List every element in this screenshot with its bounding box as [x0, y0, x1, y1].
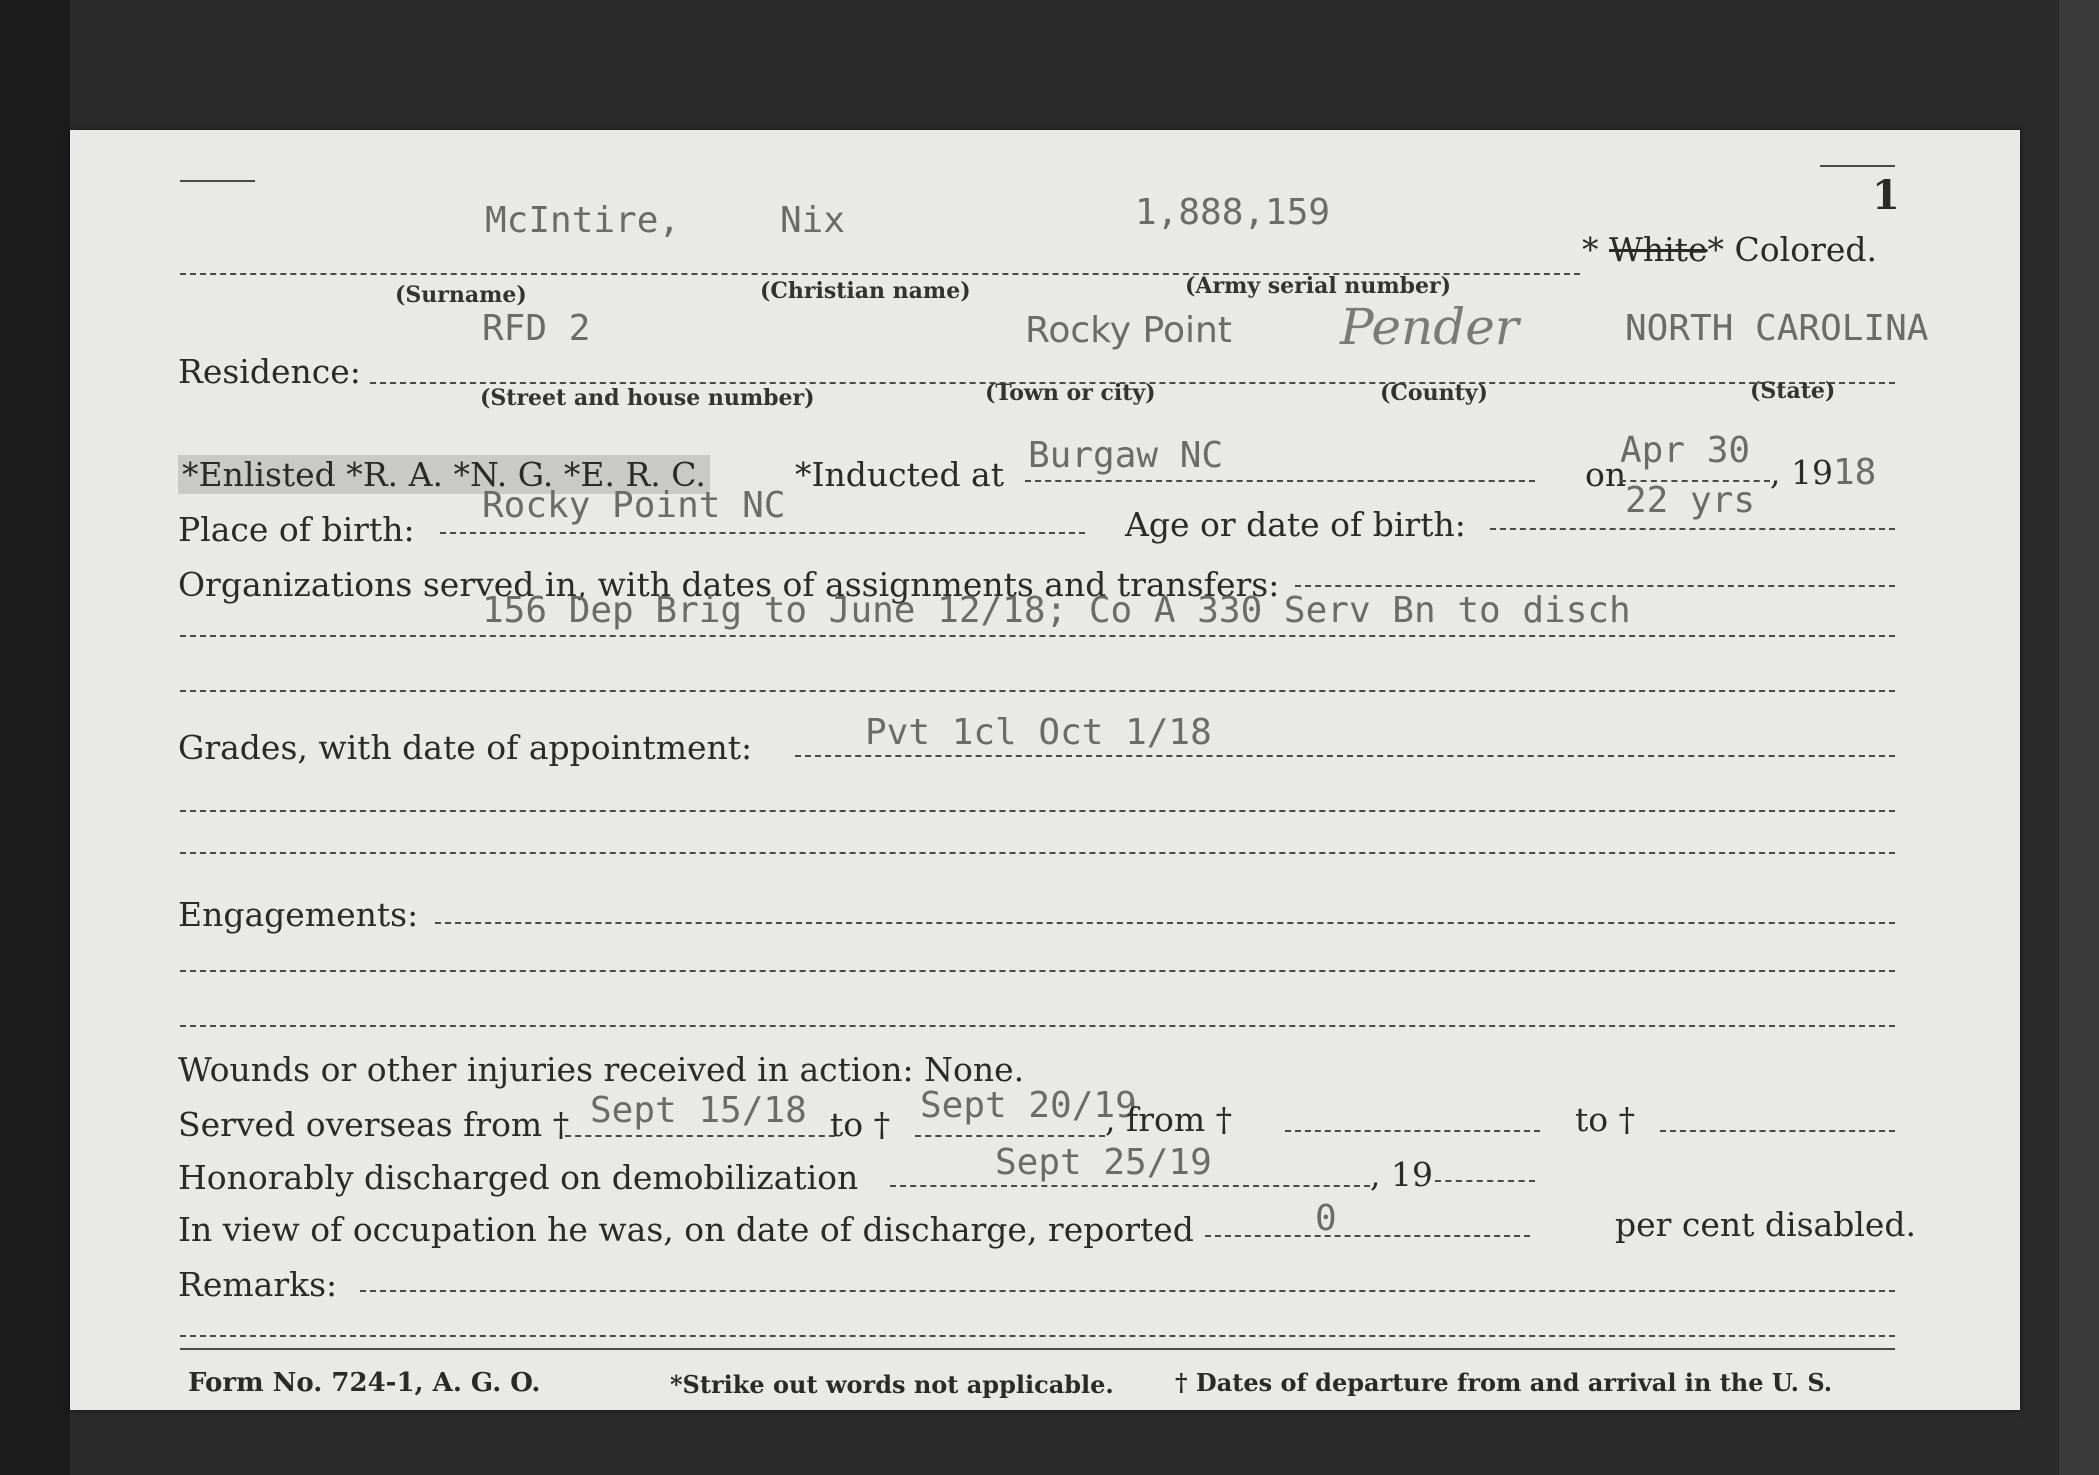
- card-number: 1: [1872, 172, 1900, 219]
- serial-number-value: 1,888,159: [1135, 192, 1331, 233]
- discharge-year: , 19: [1370, 1155, 1433, 1194]
- grades-line-3: [180, 852, 1895, 854]
- caption-town: (Town or city): [985, 380, 1156, 406]
- organizations-line-3: [180, 690, 1895, 692]
- place-of-birth-label: Place of birth:: [178, 510, 415, 549]
- enlisted-option: Enlisted: [198, 455, 336, 494]
- overseas-from-line: [565, 1135, 835, 1137]
- overseas-to-line-2: [1660, 1130, 1895, 1132]
- scan-background-left: [0, 0, 70, 1475]
- discharge-year-line: [1435, 1180, 1535, 1182]
- inducted-at-value: Burgaw NC: [1028, 435, 1224, 476]
- overseas-to-value: Sept 20/19: [920, 1085, 1137, 1126]
- disabled-line: [1205, 1235, 1530, 1237]
- age-label: Age or date of birth:: [1125, 505, 1466, 544]
- ng-option: N. G.: [469, 455, 554, 494]
- grades-value: Pvt 1cl Oct 1/18: [865, 712, 1212, 753]
- race-white: White: [1609, 230, 1708, 269]
- scan-background-right: [2059, 0, 2099, 1475]
- caption-state: (State): [1750, 378, 1836, 404]
- enlistment-types: *Enlisted *R. A. *N. G. *E. R. C.: [178, 455, 710, 494]
- race-field: * White* Colored.: [1582, 230, 1877, 269]
- discharge-date-value: Sept 25/19: [995, 1142, 1212, 1183]
- place-of-birth-value: Rocky Point NC: [482, 485, 786, 526]
- race-colored: Colored.: [1734, 230, 1877, 269]
- dates-note: † Dates of departure from and arrival in the U. S.: [1175, 1368, 1833, 1397]
- service-record-card: [70, 130, 2020, 1410]
- overseas-from-value: Sept 15/18: [590, 1090, 807, 1131]
- grades-line-1: [795, 755, 1895, 757]
- street-value: RFD 2: [482, 308, 591, 349]
- grades-line-2: [180, 810, 1895, 812]
- county-value: Pender: [1340, 298, 1519, 356]
- caption-surname: (Surname): [395, 282, 527, 308]
- organizations-label: Organizations served in, with dates of assignments and transfers:: [178, 565, 1280, 604]
- engagements-label: Engagements:: [178, 895, 419, 934]
- overseas-to-label-2: to †: [1575, 1100, 1636, 1139]
- engagements-line-1: [435, 922, 1895, 924]
- on-label: on: [1585, 455, 1627, 494]
- engagements-line-3: [180, 1025, 1895, 1027]
- served-overseas-label: Served overseas from †: [178, 1105, 570, 1144]
- organizations-value: 156 Dep Brig to June 12/18; Co A 330 Serv Bn to disch: [482, 590, 1631, 631]
- age-value: 22 yrs: [1625, 480, 1756, 521]
- top-right-rule: [1820, 165, 1895, 167]
- top-left-rule: [180, 180, 255, 182]
- remarks-line-2: [180, 1335, 1895, 1337]
- strike-note: *Strike out words not applicable.: [670, 1370, 1114, 1399]
- remarks-line-1: [360, 1290, 1895, 1292]
- caption-serial: (Army serial number): [1185, 273, 1452, 299]
- ra-option: R. A.: [362, 455, 443, 494]
- place-of-birth-line: [440, 532, 1085, 534]
- christian-name-value: Nix: [780, 200, 846, 241]
- inducted-line: [1025, 480, 1535, 482]
- caption-street: (Street and house number): [480, 385, 815, 411]
- occupation-label: In view of occupation he was, on date of discharge, reported: [178, 1210, 1194, 1249]
- organizations-line-1: [1295, 585, 1895, 587]
- town-value: Rocky Point: [1025, 310, 1232, 351]
- grades-label: Grades, with date of appointment:: [178, 728, 753, 767]
- organizations-line-2: [180, 635, 1895, 637]
- footer-rule: [180, 1348, 1895, 1350]
- wounds-label: Wounds or other injuries received in action: None.: [178, 1050, 1025, 1089]
- remarks-label: Remarks:: [178, 1265, 338, 1304]
- caption-christian: (Christian name): [760, 278, 971, 304]
- overseas-to-label: to †: [830, 1105, 891, 1144]
- erc-option: E. R. C.: [580, 455, 706, 494]
- discharged-label: Honorably discharged on demobilization: [178, 1158, 859, 1197]
- induction-date-value: Apr 30: [1620, 430, 1751, 471]
- discharge-date-line: [890, 1185, 1370, 1187]
- inducted-at-label: *Inducted at: [795, 455, 1004, 494]
- state-value: NORTH CAROLINA: [1625, 308, 1929, 349]
- percent-label: per cent disabled.: [1615, 1205, 1917, 1244]
- caption-county: (County): [1380, 380, 1488, 406]
- surname-value: McIntire,: [485, 200, 681, 241]
- form-number: Form No. 724-1, A. G. O.: [188, 1368, 541, 1398]
- overseas-to-line: [915, 1135, 1105, 1137]
- induction-year: , 1918: [1770, 452, 1877, 493]
- disabled-value: 0: [1315, 1198, 1337, 1239]
- age-line: [1490, 528, 1895, 530]
- residence-label: Residence:: [178, 352, 361, 391]
- overseas-from-line-2: [1285, 1130, 1540, 1132]
- engagements-line-2: [180, 970, 1895, 972]
- overseas-from-label-2: , from †: [1105, 1100, 1233, 1139]
